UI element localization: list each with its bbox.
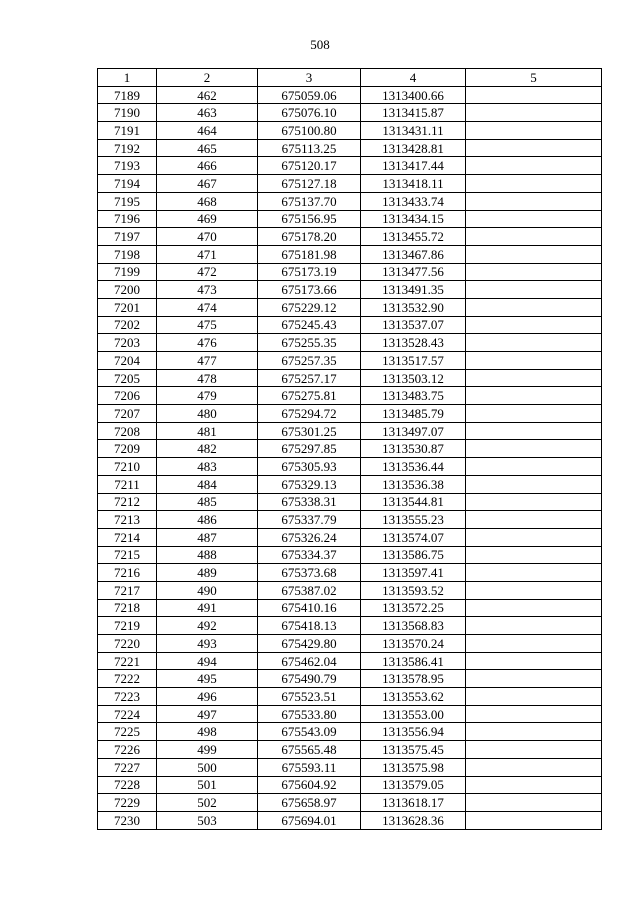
table-cell-col-5: [466, 652, 602, 670]
table-cell-col-5: [466, 811, 602, 829]
table-cell-col-4: 1313528.43: [361, 334, 466, 352]
table-cell-col-2: 469: [157, 210, 258, 228]
table-cell-col-5: [466, 122, 602, 140]
table-cell-col-1: 7222: [98, 670, 157, 688]
table-cell-col-3: 675297.85: [258, 440, 361, 458]
table-cell-col-2: 479: [157, 387, 258, 405]
table-cell-col-4: 1313597.41: [361, 564, 466, 582]
table-cell-col-4: 1313491.35: [361, 281, 466, 299]
table-cell-col-1: 7206: [98, 387, 157, 405]
table-cell-col-1: 7202: [98, 316, 157, 334]
table-cell-col-5: [466, 599, 602, 617]
table-cell-col-4: 1313497.07: [361, 422, 466, 440]
table-cell-col-3: 675533.80: [258, 705, 361, 723]
table-row: [98, 298, 602, 316]
table-cell-col-2: 483: [157, 458, 258, 476]
table-cell-col-5: [466, 228, 602, 246]
table-cell-col-3: 675490.79: [258, 670, 361, 688]
table-cell-col-5: [466, 245, 602, 263]
table-cell-col-3: 675120.17: [258, 157, 361, 175]
table-cell-col-4: 1313417.44: [361, 157, 466, 175]
table-cell-col-1: 7227: [98, 758, 157, 776]
table-cell-col-1: 7194: [98, 175, 157, 193]
table-row: [98, 599, 602, 617]
table-cell-col-4: 1313628.36: [361, 811, 466, 829]
table-cell-col-1: 7196: [98, 210, 157, 228]
table-cell-col-3: 675338.31: [258, 493, 361, 511]
table-row: [98, 369, 602, 387]
table-cell-col-3: 675113.25: [258, 139, 361, 157]
table-cell-col-2: 481: [157, 422, 258, 440]
table-cell-col-1: 7189: [98, 86, 157, 104]
table-cell-col-1: 7225: [98, 723, 157, 741]
table-cell-col-3: 675137.70: [258, 192, 361, 210]
table-body: [98, 86, 602, 829]
table-cell-col-5: [466, 298, 602, 316]
table-cell-col-1: 7226: [98, 741, 157, 759]
table-header: [98, 69, 602, 87]
page-number: 508: [310, 37, 330, 52]
table-row: [98, 723, 602, 741]
table-cell-col-4: 1313579.05: [361, 776, 466, 794]
table-cell-col-4: 1313433.74: [361, 192, 466, 210]
table-cell-col-1: 7220: [98, 635, 157, 653]
table-cell-col-1: 7218: [98, 599, 157, 617]
table-row: [98, 670, 602, 688]
table-cell-col-3: 675127.18: [258, 175, 361, 193]
table-cell-col-3: 675604.92: [258, 776, 361, 794]
table-cell-col-5: [466, 794, 602, 812]
table-cell-col-3: 675334.37: [258, 546, 361, 564]
table-cell-col-5: [466, 139, 602, 157]
table-cell-col-4: 1313618.17: [361, 794, 466, 812]
table-cell-col-2: 480: [157, 405, 258, 423]
table-cell-col-5: [466, 263, 602, 281]
table-cell-col-1: 7199: [98, 263, 157, 281]
table-cell-col-2: 473: [157, 281, 258, 299]
table-cell-col-3: 675229.12: [258, 298, 361, 316]
table-cell-col-5: [466, 546, 602, 564]
table-cell-col-2: 499: [157, 741, 258, 759]
table-cell-col-3: 675337.79: [258, 511, 361, 529]
table-cell-col-5: [466, 369, 602, 387]
table-cell-col-4: 1313574.07: [361, 528, 466, 546]
table-cell-col-5: [466, 334, 602, 352]
table-cell-col-1: 7190: [98, 104, 157, 122]
table-cell-col-3: 675305.93: [258, 458, 361, 476]
table-row: [98, 405, 602, 423]
table-row: [98, 705, 602, 723]
table-cell-col-1: 7230: [98, 811, 157, 829]
table-row: [98, 139, 602, 157]
table-row: [98, 617, 602, 635]
table-cell-col-2: 487: [157, 528, 258, 546]
table-cell-col-4: 1313483.75: [361, 387, 466, 405]
table-row: [98, 281, 602, 299]
table-cell-col-4: 1313431.11: [361, 122, 466, 140]
table-cell-col-3: 675245.43: [258, 316, 361, 334]
table-cell-col-2: 485: [157, 493, 258, 511]
table-row: [98, 210, 602, 228]
table-cell-col-4: 1313544.81: [361, 493, 466, 511]
table-cell-col-2: 477: [157, 352, 258, 370]
table-row: [98, 352, 602, 370]
column-header-4: 4: [361, 69, 466, 87]
table-cell-col-4: 1313485.79: [361, 405, 466, 423]
table-cell-col-5: [466, 281, 602, 299]
table-cell-col-2: 474: [157, 298, 258, 316]
table-row: [98, 263, 602, 281]
table-cell-col-3: 675301.25: [258, 422, 361, 440]
table-cell-col-2: 489: [157, 564, 258, 582]
table-cell-col-5: [466, 564, 602, 582]
table-cell-col-1: 7193: [98, 157, 157, 175]
table-cell-col-2: 490: [157, 581, 258, 599]
table-cell-col-5: [466, 422, 602, 440]
table-row: [98, 122, 602, 140]
table-cell-col-5: [466, 352, 602, 370]
table-cell-col-3: 675429.80: [258, 635, 361, 653]
table-cell-col-5: [466, 688, 602, 706]
table-cell-col-2: 503: [157, 811, 258, 829]
table-cell-col-5: [466, 528, 602, 546]
table-cell-col-1: 7205: [98, 369, 157, 387]
table-cell-col-3: 675255.35: [258, 334, 361, 352]
table-row: [98, 493, 602, 511]
table-cell-col-4: 1313477.56: [361, 263, 466, 281]
table-cell-col-4: 1313536.44: [361, 458, 466, 476]
table-cell-col-3: 675156.95: [258, 210, 361, 228]
column-header-5: 5: [466, 69, 602, 87]
table-cell-col-5: [466, 511, 602, 529]
table-row: [98, 811, 602, 829]
table-cell-col-2: 497: [157, 705, 258, 723]
table-cell-col-2: 464: [157, 122, 258, 140]
table-cell-col-5: [466, 635, 602, 653]
table-cell-col-3: 675257.17: [258, 369, 361, 387]
table-cell-col-5: [466, 104, 602, 122]
table-row: [98, 475, 602, 493]
table-cell-col-4: 1313517.57: [361, 352, 466, 370]
table-row: [98, 652, 602, 670]
table-cell-col-4: 1313536.38: [361, 475, 466, 493]
table-cell-col-1: 7209: [98, 440, 157, 458]
table-cell-col-1: 7200: [98, 281, 157, 299]
table-cell-col-1: 7210: [98, 458, 157, 476]
table-row: [98, 546, 602, 564]
table-cell-col-2: 494: [157, 652, 258, 670]
column-header-1: 1: [98, 69, 157, 87]
table-cell-col-5: [466, 316, 602, 334]
table-cell-col-2: 471: [157, 245, 258, 263]
table-cell-col-5: [466, 758, 602, 776]
table-row: [98, 157, 602, 175]
table-row: [98, 422, 602, 440]
table-cell-col-3: 675418.13: [258, 617, 361, 635]
table-cell-col-3: 675294.72: [258, 405, 361, 423]
table-cell-col-1: 7215: [98, 546, 157, 564]
table-cell-col-2: 491: [157, 599, 258, 617]
table-row: [98, 581, 602, 599]
table-row: [98, 316, 602, 334]
table-cell-col-1: 7228: [98, 776, 157, 794]
table-cell-col-1: 7229: [98, 794, 157, 812]
table-cell-col-3: 675387.02: [258, 581, 361, 599]
table-cell-col-5: [466, 440, 602, 458]
table-cell-col-1: 7212: [98, 493, 157, 511]
table-cell-col-4: 1313434.15: [361, 210, 466, 228]
table-row: [98, 635, 602, 653]
table-cell-col-5: [466, 723, 602, 741]
table-cell-col-5: [466, 475, 602, 493]
table-cell-col-4: 1313530.87: [361, 440, 466, 458]
table-cell-col-5: [466, 86, 602, 104]
table-cell-col-5: [466, 387, 602, 405]
table-cell-col-4: 1313572.25: [361, 599, 466, 617]
table-cell-col-3: 675173.19: [258, 263, 361, 281]
table-cell-col-4: 1313575.45: [361, 741, 466, 759]
table-cell-col-4: 1313555.23: [361, 511, 466, 529]
table-row: [98, 741, 602, 759]
table-row: [98, 175, 602, 193]
table-row: [98, 758, 602, 776]
table-cell-col-5: [466, 405, 602, 423]
table-cell-col-2: 493: [157, 635, 258, 653]
table-cell-col-2: 492: [157, 617, 258, 635]
table-cell-col-4: 1313568.83: [361, 617, 466, 635]
table-cell-col-3: 675523.51: [258, 688, 361, 706]
table-cell-col-4: 1313503.12: [361, 369, 466, 387]
table-cell-col-4: 1313586.41: [361, 652, 466, 670]
table-cell-col-4: 1313586.75: [361, 546, 466, 564]
table-cell-col-4: 1313553.00: [361, 705, 466, 723]
table-cell-col-2: 462: [157, 86, 258, 104]
table-cell-col-3: 675373.68: [258, 564, 361, 582]
table-cell-col-1: 7216: [98, 564, 157, 582]
table-row: [98, 387, 602, 405]
table-row: [98, 688, 602, 706]
table-cell-col-3: 675543.09: [258, 723, 361, 741]
column-header-3: 3: [258, 69, 361, 87]
table-cell-col-3: 675257.35: [258, 352, 361, 370]
table-cell-col-2: 475: [157, 316, 258, 334]
table-cell-col-4: 1313537.07: [361, 316, 466, 334]
table-cell-col-3: 675326.24: [258, 528, 361, 546]
table-cell-col-3: 675694.01: [258, 811, 361, 829]
table-cell-col-1: 7198: [98, 245, 157, 263]
table-row: [98, 104, 602, 122]
table-cell-col-2: 484: [157, 475, 258, 493]
table-row: [98, 228, 602, 246]
table-cell-col-3: 675178.20: [258, 228, 361, 246]
table-cell-col-2: 463: [157, 104, 258, 122]
table-cell-col-4: 1313418.11: [361, 175, 466, 193]
table-cell-col-5: [466, 670, 602, 688]
table-row: [98, 440, 602, 458]
table-cell-col-4: 1313593.52: [361, 581, 466, 599]
table-cell-col-4: 1313467.86: [361, 245, 466, 263]
table-cell-col-4: 1313578.95: [361, 670, 466, 688]
table-cell-col-5: [466, 776, 602, 794]
table-cell-col-5: [466, 741, 602, 759]
table-cell-col-2: 488: [157, 546, 258, 564]
table-cell-col-1: 7204: [98, 352, 157, 370]
table-cell-col-5: [466, 458, 602, 476]
table-cell-col-3: 675462.04: [258, 652, 361, 670]
table-cell-col-1: 7197: [98, 228, 157, 246]
table-cell-col-1: 7192: [98, 139, 157, 157]
table-cell-col-5: [466, 617, 602, 635]
table-cell-col-2: 486: [157, 511, 258, 529]
table-row: [98, 776, 602, 794]
table-row: [98, 245, 602, 263]
table-cell-col-2: 502: [157, 794, 258, 812]
table-cell-col-1: 7219: [98, 617, 157, 635]
table-cell-col-3: 675410.16: [258, 599, 361, 617]
table-cell-col-4: 1313570.24: [361, 635, 466, 653]
table-cell-col-5: [466, 210, 602, 228]
table-cell-col-3: 675658.97: [258, 794, 361, 812]
column-header-2: 2: [157, 69, 258, 87]
table-cell-col-3: 675173.66: [258, 281, 361, 299]
table-cell-col-2: 465: [157, 139, 258, 157]
table-cell-col-3: 675100.80: [258, 122, 361, 140]
table-row: [98, 334, 602, 352]
header-row: [98, 69, 602, 87]
table-cell-col-1: 7201: [98, 298, 157, 316]
table-cell-col-3: 675059.06: [258, 86, 361, 104]
table-cell-col-2: 495: [157, 670, 258, 688]
table-cell-col-3: 675329.13: [258, 475, 361, 493]
table-cell-col-2: 468: [157, 192, 258, 210]
table-cell-col-1: 7211: [98, 475, 157, 493]
table-cell-col-2: 500: [157, 758, 258, 776]
table-cell-col-1: 7223: [98, 688, 157, 706]
table-cell-col-2: 496: [157, 688, 258, 706]
table-cell-col-1: 7203: [98, 334, 157, 352]
table-cell-col-1: 7207: [98, 405, 157, 423]
table-cell-col-2: 472: [157, 263, 258, 281]
table-cell-col-5: [466, 581, 602, 599]
table-cell-col-1: 7213: [98, 511, 157, 529]
table-cell-col-2: 466: [157, 157, 258, 175]
table-cell-col-3: 675076.10: [258, 104, 361, 122]
table-cell-col-3: 675275.81: [258, 387, 361, 405]
table-row: [98, 86, 602, 104]
table-row: [98, 794, 602, 812]
table-cell-col-2: 482: [157, 440, 258, 458]
table-cell-col-4: 1313553.62: [361, 688, 466, 706]
table-cell-col-2: 470: [157, 228, 258, 246]
table-cell-col-1: 7224: [98, 705, 157, 723]
table-cell-col-5: [466, 493, 602, 511]
table-cell-col-5: [466, 175, 602, 193]
table-cell-col-2: 478: [157, 369, 258, 387]
table-cell-col-4: 1313428.81: [361, 139, 466, 157]
table-cell-col-4: 1313575.98: [361, 758, 466, 776]
table-cell-col-2: 498: [157, 723, 258, 741]
table-cell-col-4: 1313415.87: [361, 104, 466, 122]
table-cell-col-4: 1313556.94: [361, 723, 466, 741]
table-row: [98, 564, 602, 582]
table-cell-col-1: 7208: [98, 422, 157, 440]
table-cell-col-5: [466, 705, 602, 723]
table-cell-col-3: 675181.98: [258, 245, 361, 263]
table-row: [98, 528, 602, 546]
table-cell-col-1: 7217: [98, 581, 157, 599]
table-cell-col-1: 7221: [98, 652, 157, 670]
table-row: [98, 511, 602, 529]
table-cell-col-1: 7191: [98, 122, 157, 140]
table-cell-col-2: 501: [157, 776, 258, 794]
table-cell-col-5: [466, 157, 602, 175]
table-cell-col-5: [466, 192, 602, 210]
table-cell-col-4: 1313400.66: [361, 86, 466, 104]
coordinates-table: [97, 68, 602, 830]
table-cell-col-4: 1313455.72: [361, 228, 466, 246]
table-cell-col-2: 476: [157, 334, 258, 352]
table-cell-col-1: 7195: [98, 192, 157, 210]
table-row: [98, 192, 602, 210]
table-cell-col-3: 675593.11: [258, 758, 361, 776]
table-row: [98, 458, 602, 476]
table-cell-col-2: 467: [157, 175, 258, 193]
table-cell-col-1: 7214: [98, 528, 157, 546]
table-cell-col-3: 675565.48: [258, 741, 361, 759]
table-cell-col-4: 1313532.90: [361, 298, 466, 316]
